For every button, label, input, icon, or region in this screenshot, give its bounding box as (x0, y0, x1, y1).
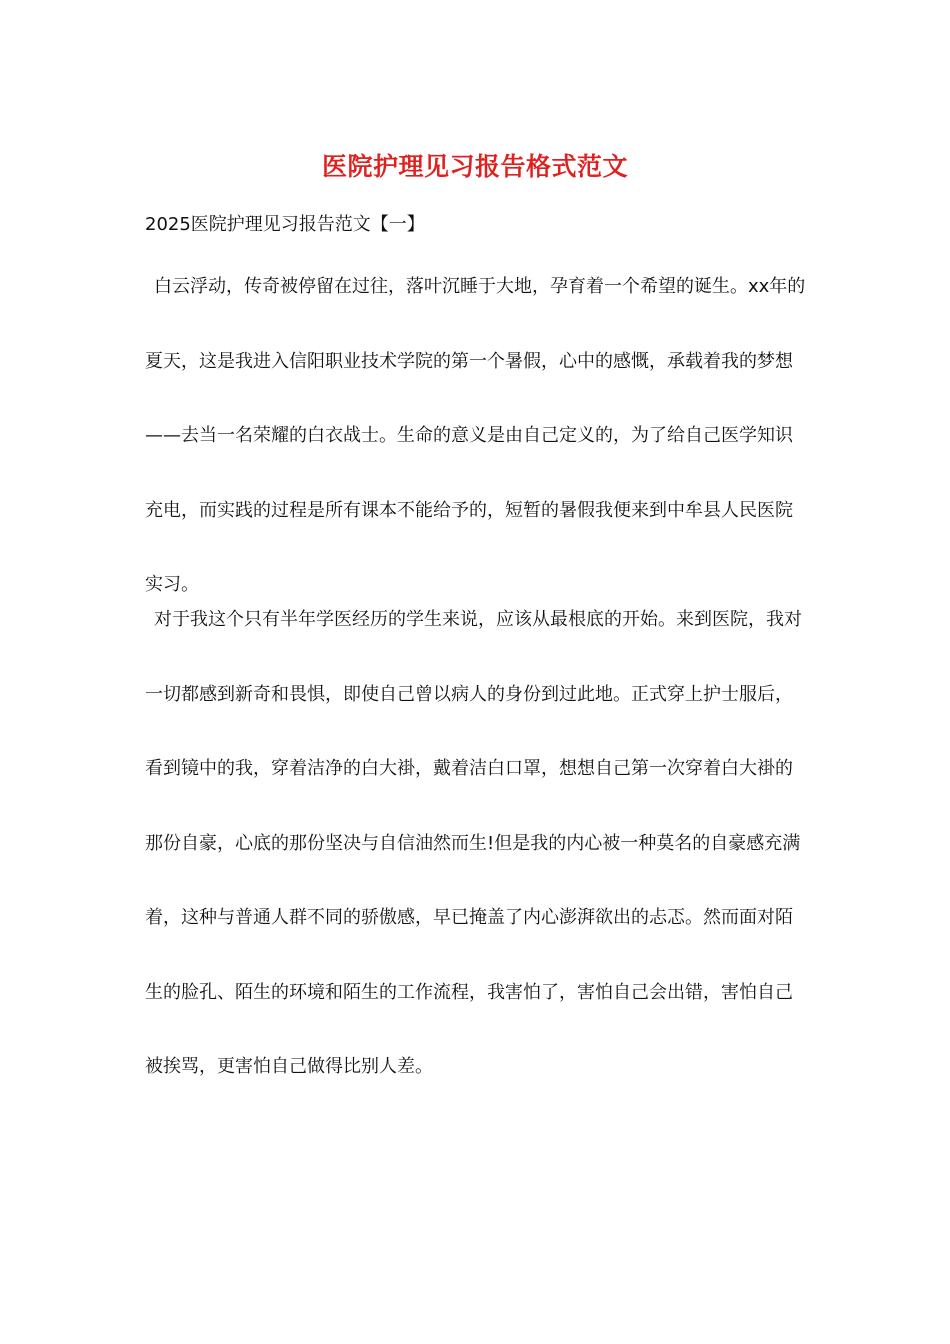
document-title: 医院护理见习报告格式范文 (321, 152, 628, 181)
paragraph-2: 对于我这个只有半年学医经历的学生来说，应该从最根底的开始。来到医院，我对一切都感到新奇和畏惧，即使自己曾以病人的身份到过此地。正式穿上护士服后，看到镜中的我，穿着洁净的白大褂，戴着洁白口罩，想想自己第一次穿着白大褂的那份自豪，心底的那份坚决与自信油然而生!但是我的内心被一种莫名的自豪感充满着，这种与普通人群不同的骄傲感，早已掩盖了内心澎湃欲出的忐忑。然而面对陌生的脸孔、陌生的环境和陌生的工作流程，我害怕了，害怕自己会出错，害怕自己被挨骂，更害怕自己做得比别人差。 (145, 609, 802, 1077)
paragraph-1: 白云浮动，传奇被停留在过往，落叶沉睡于大地，孕育着一个希望的诞生。xx年的夏天，这是我进入信阳职业技术学院的第一个暑假，心中的感慨，承载着我的梦想——去当一名荣耀的白衣战士。生命的意义是由自己定义的，为了给自己医学知识充电，而实践的过程是所有课本不能给予的，短暂的暑假我便来到中牟县人民医院实习。 (145, 276, 806, 595)
section-heading: 2025医院护理见习报告范文【一】 (145, 214, 425, 235)
